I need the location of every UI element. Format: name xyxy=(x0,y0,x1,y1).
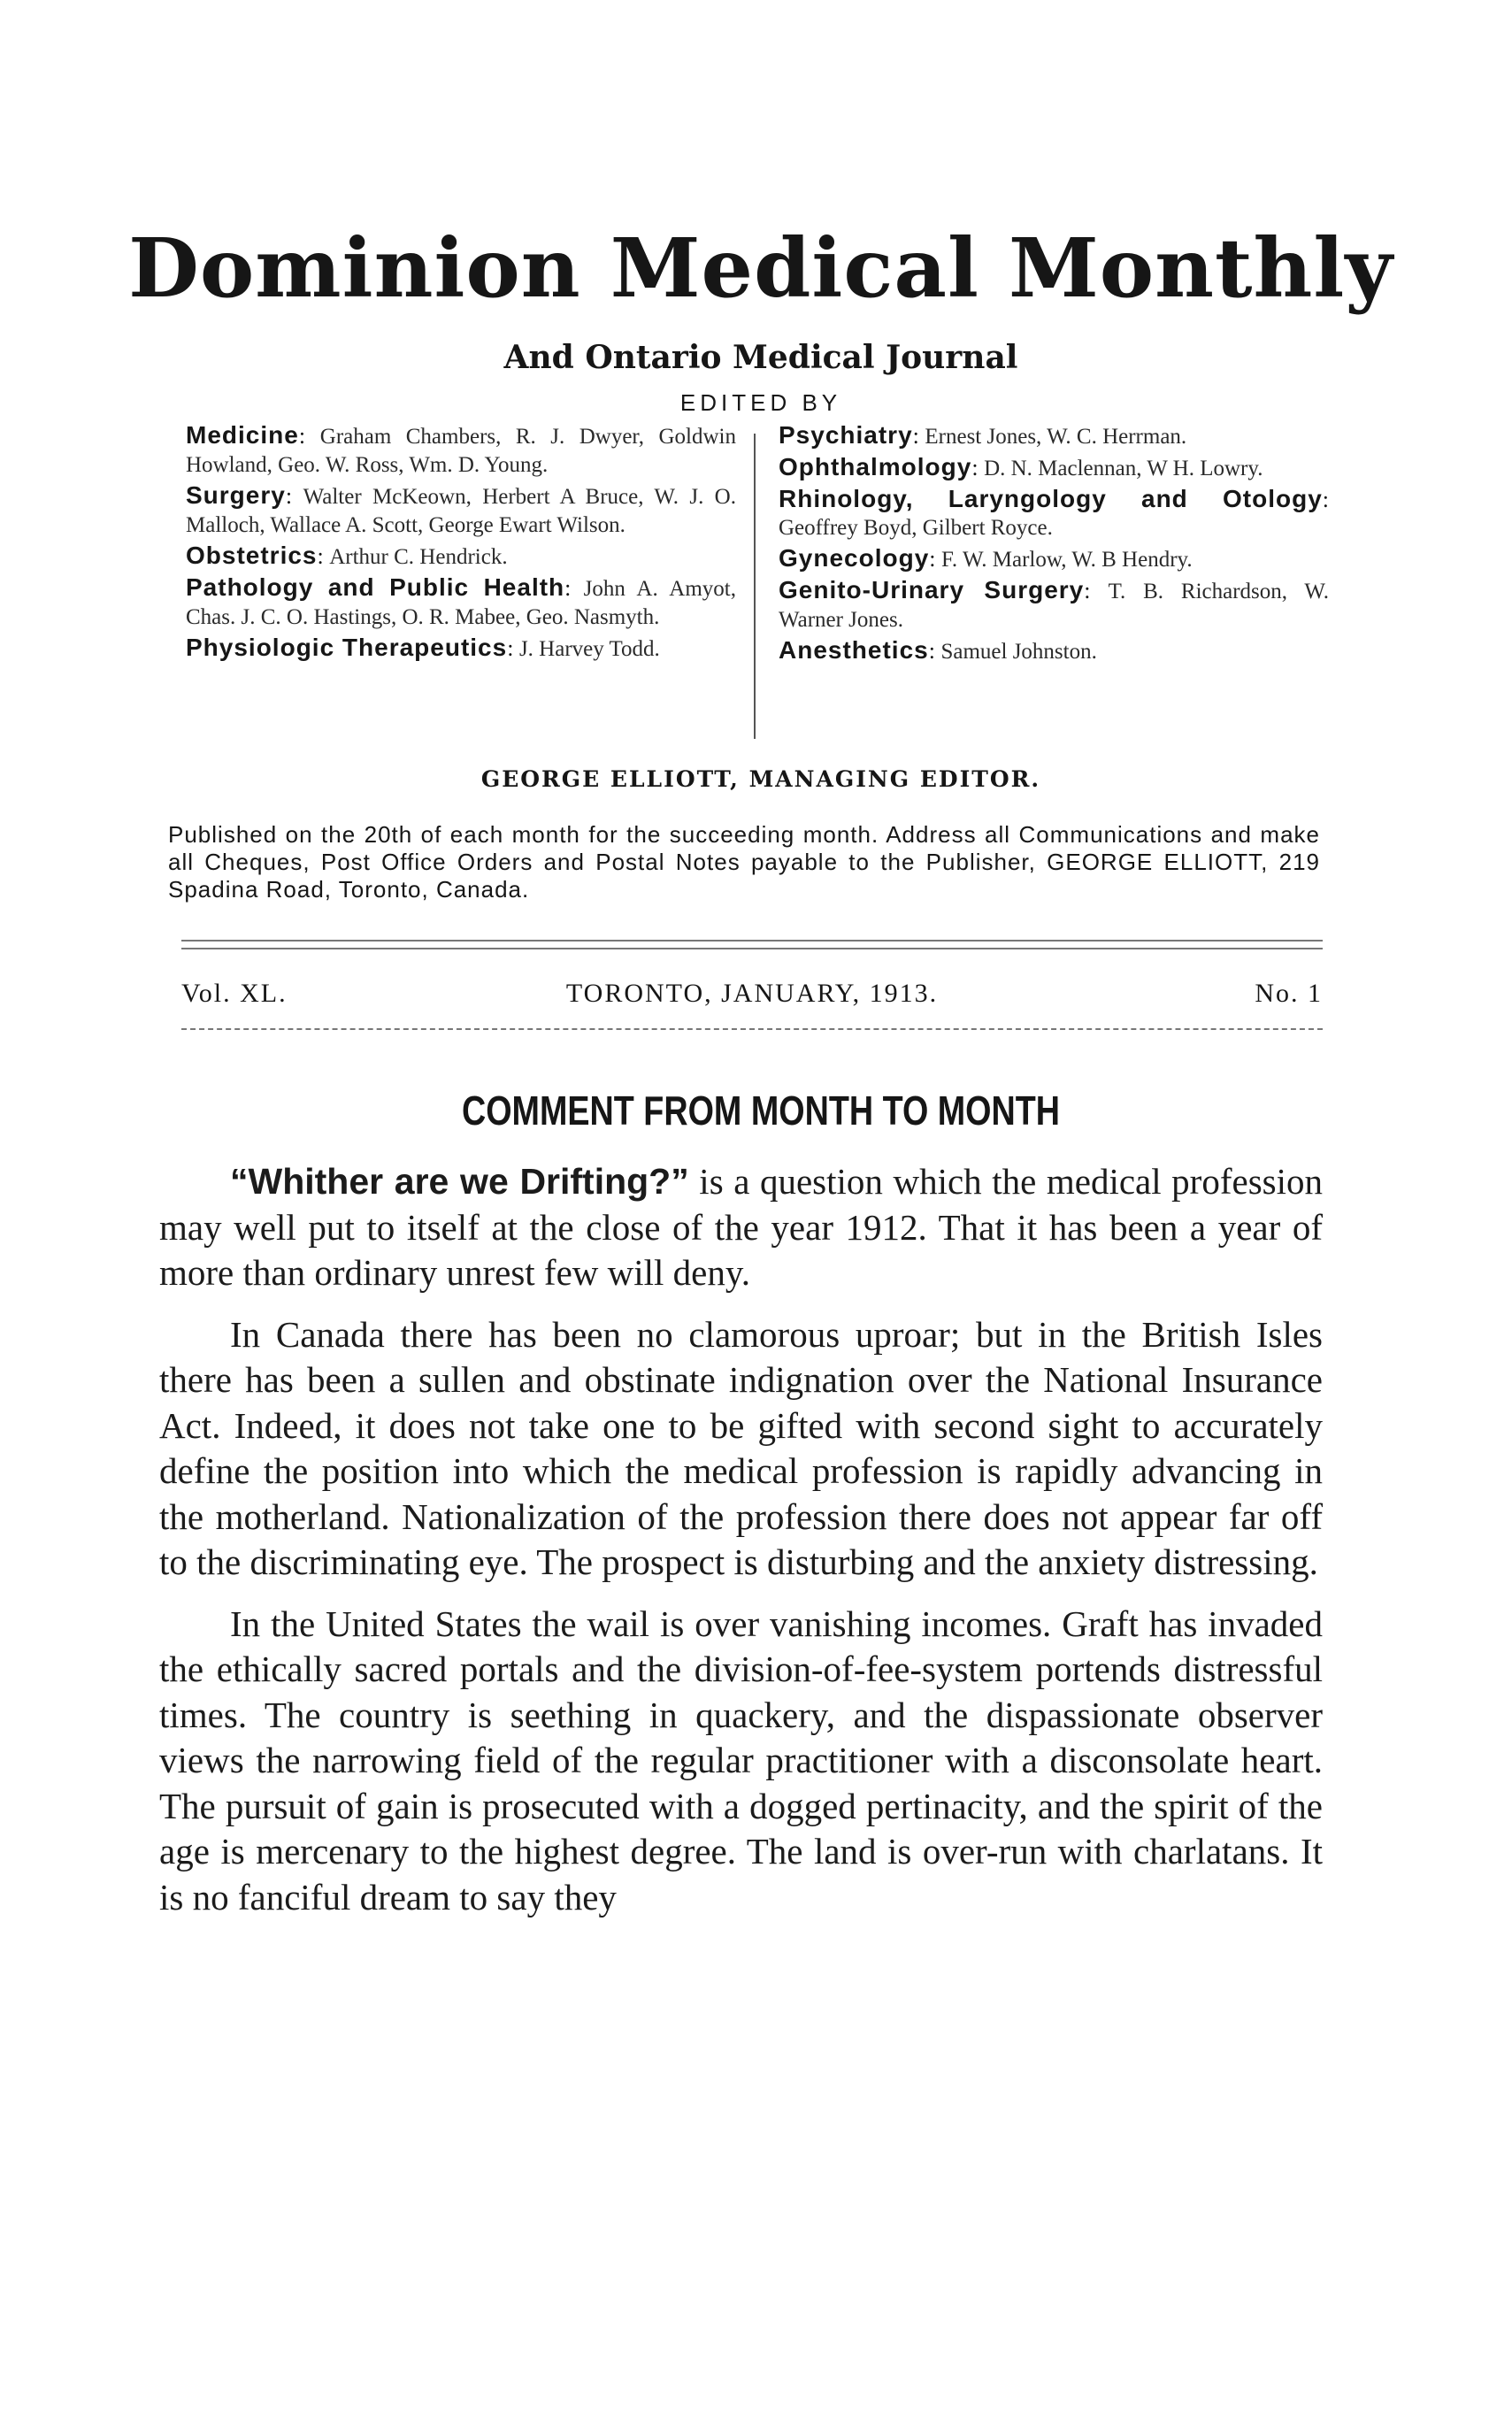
column-divider xyxy=(754,434,756,739)
article-paragraph: In the United States the wail is over vanishing incomes. Graft has invaded the ethically sacred portals and the division-of-fee-system portends distressful times. The country is seething in quackery, and the dispassionate observer views the narrowing field of the regular practitioner with a disconsolate heart. The pursuit of gain is prosecuted with a dogged pertinacity, and the spirit of the age is mercenary to the highest degree. The land is over-run with charlatans. It is no fanciful dream to say they xyxy=(159,1602,1323,1918)
specialty-label: Genito-Urinary Surgery xyxy=(779,576,1085,603)
editor-names: Geoffrey Boyd, Gilbert Royce. xyxy=(779,516,1053,540)
divider-rule xyxy=(181,1028,1323,1030)
article-paragraph xyxy=(159,1159,1323,1296)
issue-number: No. 1 xyxy=(1255,979,1323,1008)
specialty-label: Surgery xyxy=(186,481,286,509)
specialty-label: Psychiatry xyxy=(779,421,913,449)
specialty-label: Gynecology xyxy=(779,544,930,572)
journal-subtitle: And Ontario Medical Journal xyxy=(503,339,1018,376)
edited-by-label: EDITED BY xyxy=(679,389,842,416)
editor-names: Graham Chambers, R. J. Dwyer, Goldwin Howland, Geo. W. Ross, Wm. D. Young. xyxy=(186,425,736,477)
editor-names: Walter McKeown, Herbert A Bruce, W. J. O. Malloch, Wallace A. Scott, George Ewart Wilson. xyxy=(186,485,736,537)
specialty-label: Anesthetics xyxy=(779,636,929,664)
divider-rule xyxy=(181,940,1323,942)
specialty-label: Pathology and Public Health xyxy=(186,573,565,601)
editor-names: Ernest Jones, W. C. Herrman. xyxy=(925,425,1187,449)
editor-entry: Ophthalmology: D. N. Maclennan, W H. Lowry. xyxy=(779,453,1263,480)
editor-names: J. Harvey Todd. xyxy=(518,637,660,661)
editor-entry: Rhinology, Laryngology and Otology: Geoffrey Boyd, Gilbert Royce. xyxy=(779,485,1329,540)
editors-left-column xyxy=(186,421,736,665)
paragraph-text: is a question which the medical profession may well put to itself at the close of the year 1912. That it has been a year of more than ordinary unrest few will deny. xyxy=(159,1161,1323,1293)
article-body xyxy=(159,1159,1323,1936)
editor-names: T. B. Richardson, W. Warner Jones. xyxy=(779,580,1329,632)
editor-names: John A. Amyot, Chas. J. C. O. Hastings, O. R. Mabee, Geo. Nasmyth. xyxy=(186,577,736,629)
specialty-label: Obstetrics xyxy=(186,542,318,569)
editor-entry: Obstetrics: Arthur C. Hendrick. xyxy=(186,542,508,569)
specialty-label: Rhinology, Laryngology and Otology xyxy=(779,485,1323,512)
publication-notice: Published on the 20th of each month for the succeeding month. Address all Communications and make all Cheques, Post Office Orders and Postal Notes payable to the Publisher, GEORGE ELLIOTT, 219 Spadina Road, Toronto, Canada. xyxy=(168,821,1320,903)
editor-names: Arthur C. Hendrick. xyxy=(329,545,508,569)
article-paragraph: In Canada there has been no clamorous uproar; but in the British Isles there has been a sullen and obstinate indignation over the National Insurance Act. Indeed, it does not take one to be gifted with second sight to accurately define the position into which the medical profession is rapidly advancing in the motherland. Nationalization of the profession there does not appear far off to the discriminating eye. The prospect is disturbing and the anxiety distressing. xyxy=(159,1313,1323,1582)
journal-masthead: Dominion Medical Monthly xyxy=(128,220,1393,316)
divider-rule xyxy=(181,948,1323,949)
editor-entry: Medicine: Graham Chambers, R. J. Dwyer, Goldwin Howland, Geo. W. Ross, Wm. D. Young. xyxy=(186,421,736,477)
editor-entry: Genito-Urinary Surgery: T. B. Richardson, W. Warner Jones. xyxy=(779,576,1329,632)
editor-entry: Gynecology: F. W. Marlow, W. B Hendry. xyxy=(779,544,1193,572)
editor-entry: Surgery: Walter McKeown, Herbert A Bruce, W. J. O. Malloch, Wallace A. Scott, George Ewart Wilson. xyxy=(186,481,736,537)
specialty-label: Physiologic Therapeutics xyxy=(186,634,508,661)
editor-entry: Pathology and Public Health: John A. Amyot, Chas. J. C. O. Hastings, O. R. Mabee, Geo. Nasmyth. xyxy=(186,573,736,629)
editors-right-column xyxy=(779,421,1329,668)
editor-entry: Physiologic Therapeutics: J. Harvey Todd. xyxy=(186,634,660,661)
issue-place-date: TORONTO, JANUARY, 1913. xyxy=(565,979,939,1008)
editor-names: D. N. Maclennan, W H. Lowry. xyxy=(984,457,1263,480)
specialty-label: Ophthalmology xyxy=(779,453,972,480)
article-title: COMMENT FROM MONTH TO MONTH xyxy=(461,1088,1061,1134)
editor-entry: Anesthetics: Samuel Johnston. xyxy=(779,636,1097,664)
article-runin-heading: “Whither are we Drifting?” xyxy=(230,1161,689,1202)
specialty-label: Medicine xyxy=(186,421,299,449)
editor-names: F. W. Marlow, W. B Hendry. xyxy=(941,548,1193,572)
editor-entry: Psychiatry: Ernest Jones, W. C. Herrman. xyxy=(779,421,1187,449)
issue-volume: Vol. XL. xyxy=(181,979,288,1008)
managing-editor-line: GEORGE ELLIOTT, MANAGING EDITOR. xyxy=(480,766,1041,792)
editor-names: Samuel Johnston. xyxy=(940,640,1097,664)
